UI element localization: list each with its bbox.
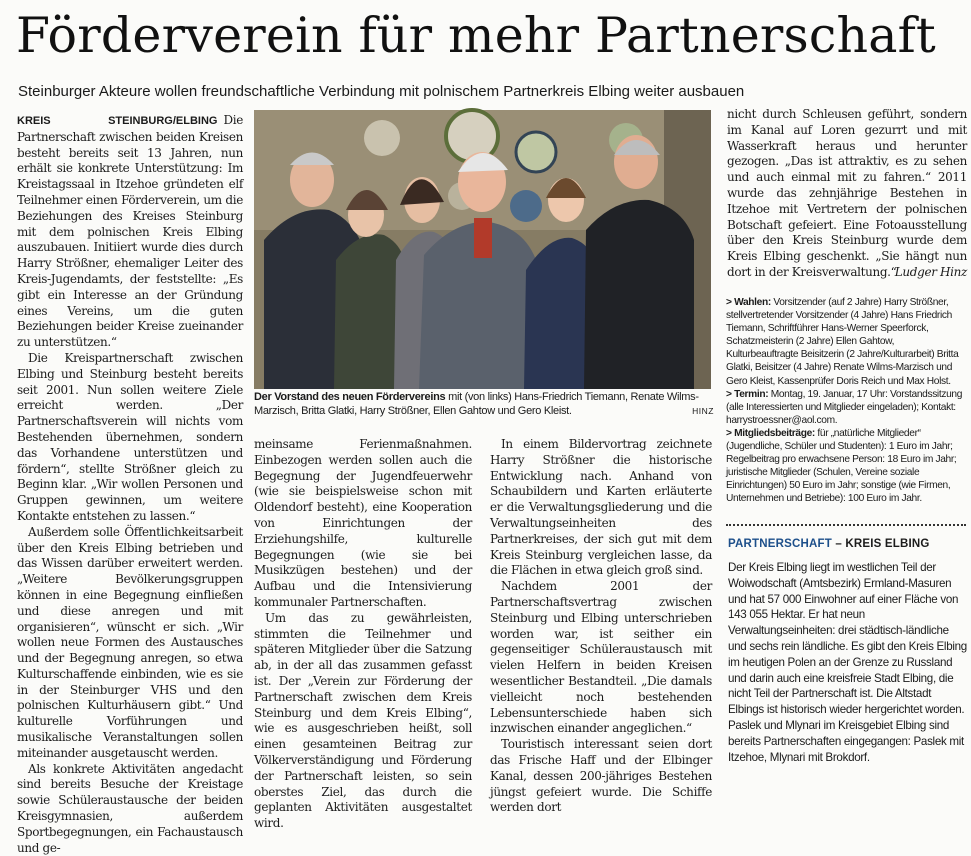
- info-text: Vorsitzender (auf 2 Jahre) Harry Strößner, stellvertretender Vorsitzender (4 Jahre) Hans Friedrich Tiemann, Schriftführer Hans-Werner Speerforck, Schatzmeisterin (2 Jahre) Ellen Gahtow, Kulturbeauftragte Beisitzerin (2 Jahre/Kulturarbeit) Britta Glatki, Beisitzer (4 Jahre) Renate Wilms-Marzisch und Gero Kleist, Kassenprüfer Doris Reich und Max Holst.: [726, 297, 959, 387]
- caption-text: mit (von links) Hans-Friedrich Tiemann, Renate Wilms-Marzisch, Britta Glatki, Harry Strößner, Ellen Gahtow und Gero Kleist.: [254, 391, 699, 417]
- paragraph-text: Die Partnerschaft zwischen beiden Kreisen besteht bereits seit 13 Jahren, nun erhält sie konkrete Unterstützung: Im Kreistagssaal in Itzehoe gründeten elf Teilnehmer einen Förderverein, um die Beziehungen des Kreises Steinburg mit dem polnischen Kreis Elbing auszubauen. Initiiert wurde dies durch Harry Strößner, ehemaliger Leiter des Kreis-Jugendamts, der feststellte: „Es gibt ein Interesse an der Gründung eines Vereins, um die guten Beziehungen beider Kreise zueinander zu unterstützen.“: [17, 113, 243, 350]
- info-label: > Wahlen:: [726, 297, 771, 308]
- sidebar-body: Der Kreis Elbing liegt im westlichen Teil der Woiwodschaft (Amtsbezirk) Ermland-Masuren und hat 57 000 Einwohner auf einer Fläche von 143 055 Hektar. Er hat neun Verwaltungseinheiten: drei städtisch-ländliche und sechs rein ländliche. Es gibt den Kreis Elbing im heutigen Polen an der Grenze zu Russland und darin auch eine kreisfreie Stadt Elbing, die nicht Teil der Partnerschaft ist. Die Altstadt Elbings ist historisch wieder hergerichtet worden. Paslek und Mlynari im Kreisgebiet Elbing sind bereits Partnerschaften eingegangen: Paslek mit Itzehoe, Mlynari mit Brokdorf.: [728, 561, 967, 764]
- article-column-3: [490, 437, 712, 815]
- author-signature: Ludger Hinz: [894, 264, 967, 279]
- paragraph: Die Kreispartnerschaft zwischen Elbing und Steinburg besteht bereits seit 2001. Nun sollen weitere Ziele erreicht werden. „Der Partnerschaftsverein will nichts vom Bestehenden übernehmen, sondern das Vorhandene unterstützen und fördern“, stellte Strößner gleich zu Beginn klar. „Wir wollen Personen und Gruppen gewinnen, um weitere Kontakte entstehen zu lassen.“: [17, 350, 243, 523]
- paragraph: Als konkrete Aktivitäten angedacht sind bereits Besuche der Kreistage sowie Schüleraustausche der beiden Kreisgymnasien, außerdem Sportbegegnungen, ein Fachaustausch und ge-: [17, 761, 243, 855]
- group-photo: [254, 110, 711, 389]
- paragraph: Außerdem solle Öffentlichkeitsarbeit über den Kreis Elbing betrieben und das Wissen darüber erweitert werden. „Weitere Bevölkerungsgruppen können in eine Begegnung einfließen und diese anregen und mit organisieren“, wünscht er sich. „Wir wollen neue Formen des Austausches und der Begegnung anregen, so etwa Kulturschaffende einbinden, wie es sie in der Steinburger VHS und den polnischen Kulturhäusern gibt.“ Und kulturelle Vorführungen und musikalische Veranstaltungen sollen miteinander ausgetauscht werden.: [17, 524, 243, 760]
- article-column-1: [17, 113, 243, 855]
- headline: Förderverein für mehr Partnerschaft: [16, 7, 936, 64]
- sidebar-title: – KREIS ELBING: [831, 538, 930, 550]
- sidebar-heading: [728, 538, 968, 550]
- photo-credit: HINZ: [692, 406, 714, 416]
- article-column-4: [727, 107, 967, 292]
- paragraph: meinsame Ferienmaßnahmen. Einbezogen werden sollen auch die Begegnung der Jugendfeuerwehr (wie sie beispielsweise schon mit Oldendorf besteht), eine Kooperation von Einrichtungen der Erziehungshilfe, kulturelle Begegnungen (wie sie bei Musikzügen bestehen) und der Aufbau und die Intensivierung kommunaler Partnerschaften.: [254, 437, 472, 609]
- info-item-wahlen: [726, 296, 966, 388]
- info-item-termin: [726, 388, 966, 427]
- info-text: für „natürliche Mitglieder“ (Jugendliche, Schüler und Studenten): 1 Euro im Jahr; Regelbeitrag pro erwachsene Person: 18 Euro im Jahr; juristische Mitglieder (Schulen, Vereine soziale Einrichtungen) 50 Euro im Jahr; sonstige (wie Firmen, Unternehmen und Betriebe): 100 Euro im Jahr.: [726, 427, 957, 505]
- info-text: Montag, 19. Januar, 17 Uhr: Vorstandssitzung (alle Interessierten und Mitglieder eingeladen); Kontakt: harrystroessner@aol.com.: [726, 388, 963, 426]
- info-label: > Mitgliedsbeiträge:: [726, 427, 815, 439]
- paragraph: Um das zu gewährleisten, stimmten die Teilnehmer und späteren Mitglieder über die Satzung ab, in der all das zusammen gefasst ist. Der „Verein zur Förderung der Partnerschaft zwischen dem Kreis Steinburg und dem Kreis Elbing“, wie es ausgeschrieben heißt, soll einen gesamteinen Beitrag zur Völkerverständigung und Förderung der Partnerschaft leisten, so sein oberstes Ziel, das durch die geplanten Aktivitäten ausgestaltet wird.: [254, 610, 472, 831]
- photo-caption: [254, 390, 714, 418]
- group-photo-illustration: [254, 110, 711, 389]
- dotted-divider: [726, 524, 966, 526]
- info-item-beitraege: [726, 427, 966, 506]
- article-column-2: [254, 437, 472, 831]
- paragraph: Nachdem 2001 der Partnerschaftsvertrag zwischen Steinburg und Elbing unterschrieben worden war, ist seither ein gegenseitiger Schüleraustausch mit vielen Helfern in beiden Kreisen wesentlicher Bestandteil. „Die damals vielleicht noch bestehenden Lebensunterschiede haben sich inzwischen einander angeglichen.“: [490, 579, 712, 736]
- info-label: > Termin:: [726, 388, 769, 400]
- paragraph: Touristisch interessant seien dort das Frische Haff und der Elbinger Kanal, dessen 200-jähriges Bestehen jüngst gefeiert wurde. Die Schiffe werden dort: [490, 737, 712, 815]
- paragraph: In einem Bildervortrag zeichnete Harry Strößner die historische Entwicklung nach. Anhand von Schaubildern und Karten erläuterte er die Verwaltungsgliederung und die Verwaltungseinheiten des Partnerkreises, der sich gut mit dem Kreis Steinburg vergleichen lasse, da die Flächen in etwa gleich groß sind.: [490, 437, 712, 578]
- dateline: KREIS STEINBURG/ELBING: [17, 115, 218, 127]
- info-box: [726, 296, 966, 506]
- paragraph: nicht durch Schleusen geführt, sondern im Kanal auf Loren gezurrt und mit Wasserkraft heraus und herunter gezogen. „Das ist attraktiv, es zu sehen und auch einmal mit zu fahren.“ 2011 wurde das zehnjährige Bestehen in Itzehoe mit Vertretern der polnischen Botschaft gefeiert. Eine Fotoausstellung über den Kreis Steinburg wurde dem Kreis Elbing geschenkt. „Sie hängt nun dort in der Kreisverwaltung.“: [727, 107, 967, 279]
- paragraph: [17, 113, 243, 351]
- sidebar-kicker: PARTNERSCHAFT: [728, 538, 832, 550]
- caption-lead: Der Vorstand des neuen Fördervereins: [254, 391, 446, 403]
- subheadline: Steinburger Akteure wollen freundschaftliche Verbindung mit polnischem Partnerkreis Elbing weiter ausbauen: [18, 83, 745, 100]
